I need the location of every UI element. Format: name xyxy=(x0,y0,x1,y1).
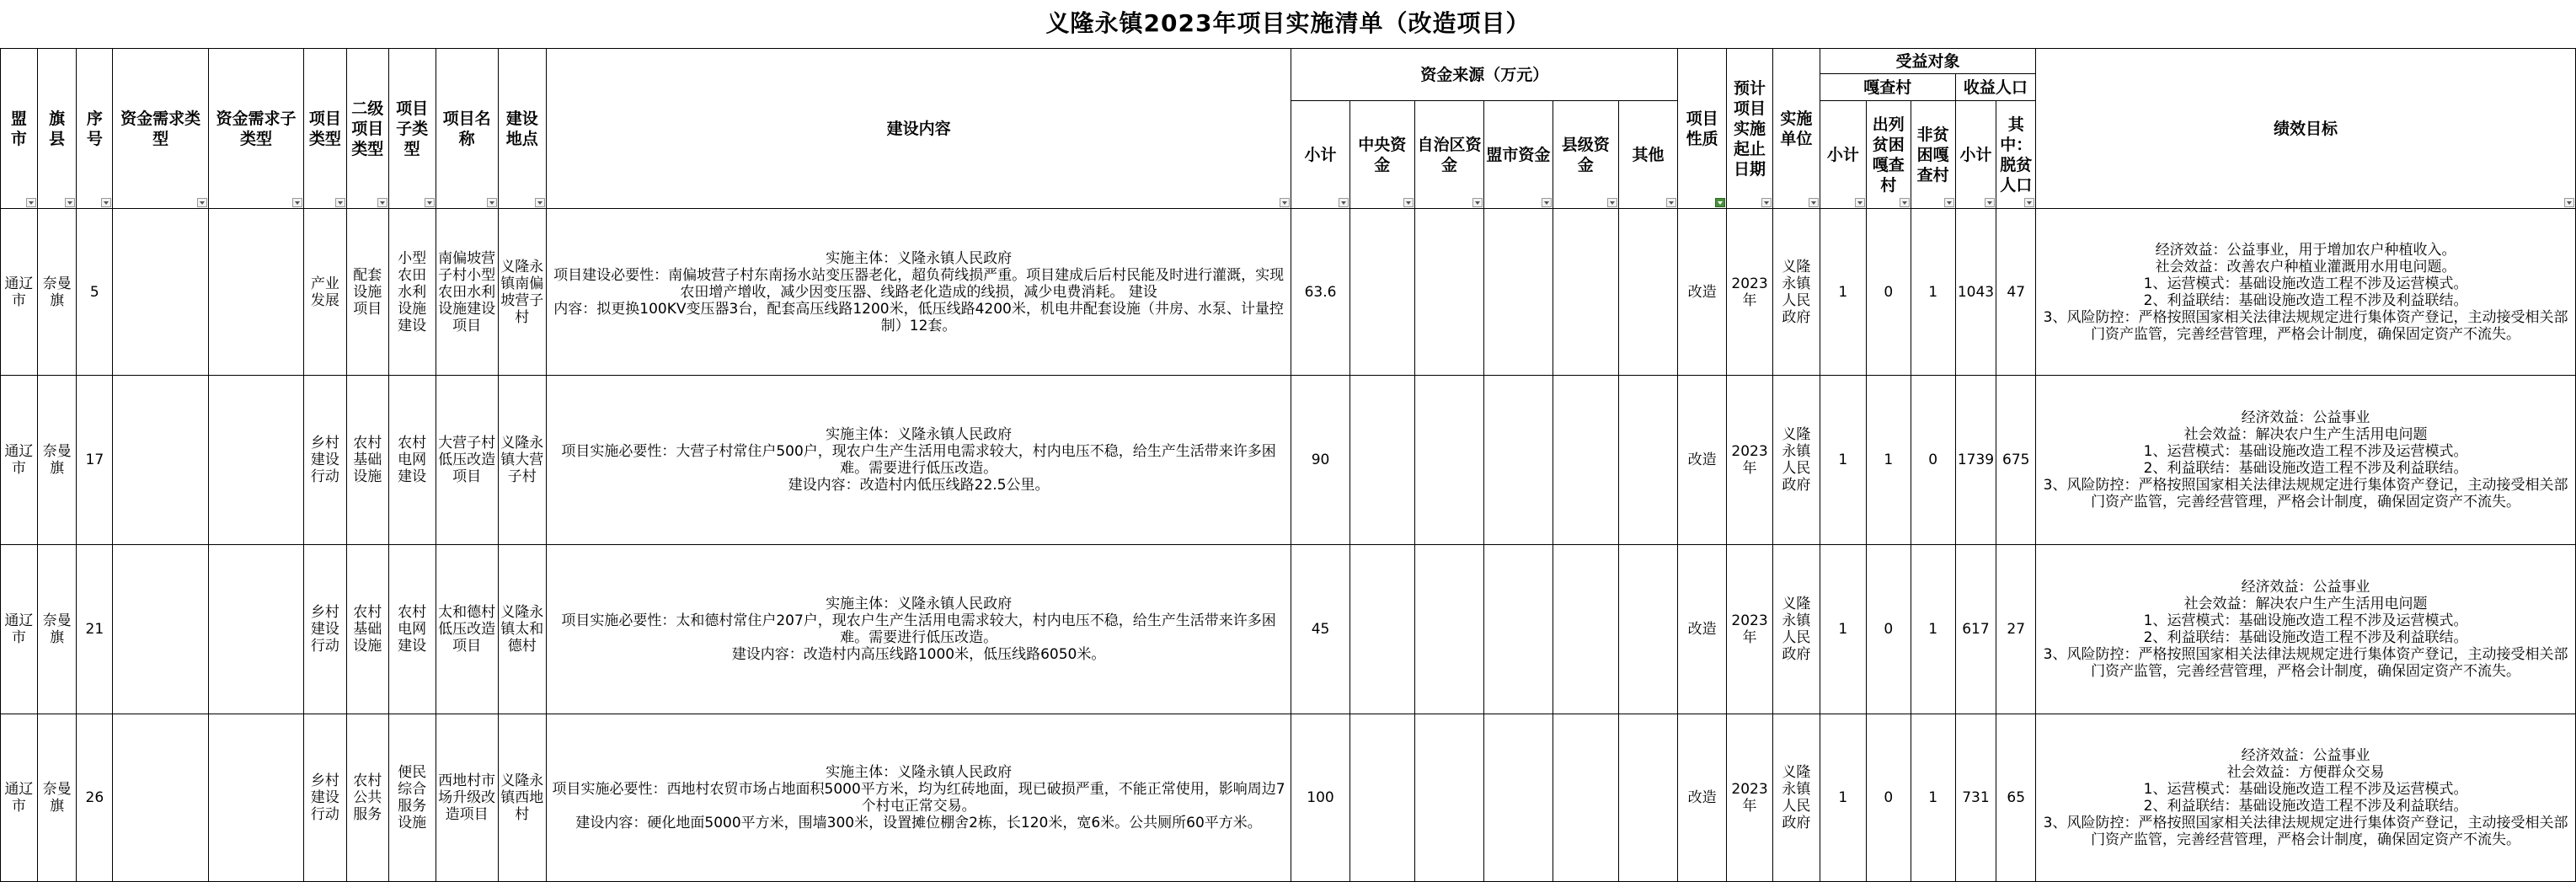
header-county: 县级资金 xyxy=(1553,101,1618,209)
cell-project-name[interactable]: 大营子村低压改造项目 xyxy=(436,376,498,545)
cell-location[interactable]: 义隆永镇西地村 xyxy=(498,714,546,882)
cell-seq[interactable]: 21 xyxy=(77,545,113,714)
cell-fund-subtype[interactable] xyxy=(209,545,304,714)
cell-autonomous[interactable] xyxy=(1414,545,1483,714)
filter-dropdown-icon[interactable] xyxy=(1900,198,1910,207)
header-location: 建设地点 xyxy=(498,49,546,209)
cell-p-subtotal[interactable]: 1043 xyxy=(1955,209,1996,376)
header-unit: 实施单位 xyxy=(1772,49,1820,209)
content-line: 实施主体：义隆永镇人民政府 xyxy=(826,596,1013,612)
content-line: 建设内容：改造村内高压线路1000米，低压线路6050米。 xyxy=(731,646,1106,663)
cell-period[interactable]: 2023年 xyxy=(1727,209,1773,376)
cell-seq[interactable]: 5 xyxy=(77,209,113,376)
filter-dropdown-icon[interactable] xyxy=(1761,198,1772,207)
cell-central[interactable] xyxy=(1349,545,1414,714)
filter-dropdown-icon[interactable] xyxy=(65,198,75,207)
cell-period[interactable]: 2023年 xyxy=(1727,714,1773,882)
filter-dropdown-icon[interactable] xyxy=(335,198,345,207)
header-project-subclass: 项目子类型 xyxy=(388,49,436,209)
cell-v-poor[interactable]: 0 xyxy=(1866,545,1911,714)
cell-unit[interactable]: 义隆永镇人民政府 xyxy=(1772,545,1820,714)
header-seq: 序号 xyxy=(77,49,113,209)
header-v-nonpoor: 非贫困嘎查村 xyxy=(1911,101,1955,209)
cell-banner-county[interactable]: 奈曼旗 xyxy=(37,376,77,545)
header-subtotal: 小计 xyxy=(1291,101,1349,209)
goal-line: 经济效益：公益事业，用于增加农户种植收入。 xyxy=(2155,241,2456,259)
cell-sub-project-type[interactable]: 农村基础设施 xyxy=(346,376,388,545)
cell-p-subtotal[interactable]: 617 xyxy=(1955,545,1996,714)
cell-central[interactable] xyxy=(1349,209,1414,376)
cell-nature[interactable]: 改造 xyxy=(1678,714,1727,882)
cell-fund-type[interactable] xyxy=(113,376,209,545)
filter-dropdown-icon[interactable] xyxy=(487,198,497,207)
cell-seq[interactable]: 17 xyxy=(77,376,113,545)
cell-period[interactable]: 2023年 xyxy=(1727,545,1773,714)
filter-dropdown-icon[interactable] xyxy=(1985,198,1995,207)
cell-sub-project-type[interactable]: 配套设施项目 xyxy=(346,209,388,376)
cell-county[interactable] xyxy=(1553,714,1618,882)
header-population: 收益人口 xyxy=(1955,74,2036,101)
goal-line: 1、运营模式：基础设施改造工程不涉及运营模式。 xyxy=(2143,443,2468,460)
cell-fund-subtype[interactable] xyxy=(209,209,304,376)
cell-goals[interactable] xyxy=(2036,376,2576,545)
cell-other[interactable] xyxy=(1618,209,1677,376)
filter-dropdown-icon[interactable] xyxy=(26,198,36,207)
cell-v-poor[interactable]: 0 xyxy=(1866,714,1911,882)
content-line: 实施主体：义隆永镇人民政府 xyxy=(826,249,1013,267)
cell-content[interactable] xyxy=(546,209,1291,376)
content-line: 实施主体：义隆永镇人民政府 xyxy=(826,764,1013,781)
cell-league-city[interactable]: 通辽市 xyxy=(1,545,38,714)
cell-seq[interactable]: 26 xyxy=(77,714,113,882)
goal-line: 社会效益：改善农户种植业灌溉用水用电问题。 xyxy=(2155,258,2456,275)
cell-league[interactable] xyxy=(1484,714,1553,882)
goal-line: 2、利益联结：基础设施改造工程不涉及利益联结。 xyxy=(2143,460,2468,477)
filter-dropdown-icon[interactable] xyxy=(1855,198,1865,207)
goal-line: 3、风险防控：严格按照国家相关法律法规规定进行集体资产登记，主动接受相关部门资产监管，完善经营管理，严格会计制度，确保固定资产不流失。 xyxy=(2043,308,2568,343)
header-project-name: 项目名称 xyxy=(436,49,498,209)
filter-dropdown-icon[interactable] xyxy=(197,198,207,207)
cell-goals[interactable] xyxy=(2036,209,2576,376)
goal-line: 社会效益：解决农户生产生活用电问题 xyxy=(2183,426,2428,443)
goal-line: 1、运营模式：基础设施改造工程不涉及运营模式。 xyxy=(2143,781,2468,798)
goal-line: 经济效益：公益事业 xyxy=(2241,747,2370,764)
cell-v-poor[interactable]: 0 xyxy=(1866,209,1911,376)
goal-line: 3、风险防控：严格按照国家相关法律法规规定进行集体资产登记，主动接受相关部门资产监管，完善经营管理，严格会计制度，确保固定资产不流失。 xyxy=(2043,815,2568,848)
filter-dropdown-icon[interactable] xyxy=(535,198,545,207)
table-row[interactable] xyxy=(1,209,2576,376)
cell-project-subclass[interactable]: 小型农田水利设施建设 xyxy=(388,209,436,376)
cell-fund-type[interactable] xyxy=(113,209,209,376)
cell-project-type[interactable]: 乡村建设行动 xyxy=(303,376,346,545)
table-row[interactable] xyxy=(1,714,2576,882)
cell-nature[interactable]: 改造 xyxy=(1678,376,1727,545)
header-beneficiary: 受益对象 xyxy=(1820,49,2035,74)
content-line: 项目实施必要性：太和德村常住户207户，现农户生产生活用电需求较大，村内电压不稳，给生产生活带来许多困难。需要进行低压改造。 xyxy=(561,612,1276,646)
header-p-subtotal: 小计 xyxy=(1955,101,1996,209)
goal-line: 社会效益：解决农户生产生活用电问题 xyxy=(2183,596,2428,612)
header-fund-source: 资金来源（万元） xyxy=(1291,49,1678,101)
cell-league-city[interactable]: 通辽市 xyxy=(1,209,38,376)
goal-line: 2、利益联结：基础设施改造工程不涉及利益联结。 xyxy=(2143,798,2468,815)
cell-league[interactable] xyxy=(1484,209,1553,376)
header-period: 预计项目实施起止日期 xyxy=(1727,49,1773,209)
sheet-title: 义隆永镇2023年项目实施清单（改造项目） xyxy=(1045,9,1531,37)
content-line: 建设内容：硬化地面5000平方米，围墙300米，设置摊位棚舍2栋，长120米，宽6米。公共厕所60平方米。 xyxy=(575,815,1262,831)
cell-v-subtotal[interactable]: 1 xyxy=(1820,376,1866,545)
cell-v-nonpoor[interactable]: 1 xyxy=(1911,545,1955,714)
cell-v-nonpoor[interactable]: 1 xyxy=(1911,714,1955,882)
cell-subtotal[interactable]: 100 xyxy=(1291,714,1349,882)
cell-county[interactable] xyxy=(1553,209,1618,376)
goal-line: 3、风险防控：严格按照国家相关法律法规规定进行集体资产登记，主动接受相关部门资产监管，完善经营管理，严格会计制度，确保固定资产不流失。 xyxy=(2043,477,2568,510)
cell-nature[interactable]: 改造 xyxy=(1678,545,1727,714)
filter-dropdown-icon[interactable] xyxy=(2024,198,2034,207)
cell-v-subtotal[interactable]: 1 xyxy=(1820,209,1866,376)
cell-v-poor[interactable]: 1 xyxy=(1866,376,1911,545)
cell-p-poverty[interactable]: 27 xyxy=(1996,545,2036,714)
cell-unit[interactable]: 义隆永镇人民政府 xyxy=(1772,714,1820,882)
cell-project-name[interactable]: 南偏坡营子村小型农田水利设施建设项目 xyxy=(436,209,498,376)
cell-autonomous[interactable] xyxy=(1414,209,1483,376)
filter-dropdown-icon[interactable] xyxy=(1472,198,1483,207)
cell-other[interactable] xyxy=(1618,376,1677,545)
cell-project-name[interactable]: 西地村市场升级改造项目 xyxy=(436,714,498,882)
content-line: 项目建设必要性：南偏坡营子村东南扬水站变压器老化，超负荷线损严重。项目建成后后村民能及时进行灌溉，实现农田增产增收，减少因变压器、线路老化造成的线损，减少电费消耗。 建设 xyxy=(553,266,1285,301)
goal-line: 3、风险防控：严格按照国家相关法律法规规定进行集体资产登记，主动接受相关部门资产监管，完善经营管理，严格会计制度，确保固定资产不流失。 xyxy=(2043,646,2568,680)
table-row[interactable] xyxy=(1,376,2576,545)
header-v-subtotal: 小计 xyxy=(1820,101,1866,209)
header-league-city: 盟市 xyxy=(1,49,38,209)
cell-project-subclass[interactable]: 农村电网建设 xyxy=(388,376,436,545)
filter-dropdown-icon[interactable] xyxy=(1403,198,1414,207)
content-line: 内容：拟更换100KV变压器3台，配套高压线路1200米，低压线路4200米，机电井配套设施（井房、水泵、计量控制）12套。 xyxy=(553,300,1284,334)
cell-v-subtotal[interactable]: 1 xyxy=(1820,545,1866,714)
cell-location[interactable]: 义隆永镇南偏坡营子村 xyxy=(498,209,546,376)
header-sub-project-type: 二级项目类型 xyxy=(346,49,388,209)
header-content: 建设内容 xyxy=(546,49,1291,209)
cell-banner-county[interactable]: 奈曼旗 xyxy=(37,545,77,714)
goal-line: 经济效益：公益事业 xyxy=(2241,579,2370,596)
cell-content[interactable] xyxy=(546,545,1291,714)
cell-banner-county[interactable]: 奈曼旗 xyxy=(37,209,77,376)
cell-p-subtotal[interactable]: 731 xyxy=(1955,714,1996,882)
cell-v-subtotal[interactable]: 1 xyxy=(1820,714,1866,882)
cell-location[interactable]: 义隆永镇太和德村 xyxy=(498,545,546,714)
header-fund-subtype: 资金需求子类型 xyxy=(209,49,304,209)
header-league: 盟市资金 xyxy=(1484,101,1553,209)
filter-dropdown-icon[interactable] xyxy=(1542,198,1552,207)
cell-fund-type[interactable] xyxy=(113,714,209,882)
header-fund-type: 资金需求类型 xyxy=(113,49,209,209)
header-village: 嘎查村 xyxy=(1820,74,1955,101)
cell-p-poverty[interactable]: 675 xyxy=(1996,376,2036,545)
cell-central[interactable] xyxy=(1349,376,1414,545)
cell-league[interactable] xyxy=(1484,376,1553,545)
header-autonomous: 自治区资金 xyxy=(1414,101,1483,209)
cell-sub-project-type[interactable]: 农村公共服务 xyxy=(346,714,388,882)
cell-central[interactable] xyxy=(1349,714,1414,882)
cell-v-nonpoor[interactable]: 0 xyxy=(1911,376,1955,545)
cell-project-type[interactable]: 产业发展 xyxy=(303,209,346,376)
cell-project-subclass[interactable]: 农村电网建设 xyxy=(388,545,436,714)
filter-dropdown-icon[interactable] xyxy=(1809,198,1819,207)
cell-league-city[interactable]: 通辽市 xyxy=(1,376,38,545)
header-other: 其他 xyxy=(1618,101,1677,209)
filter-dropdown-icon[interactable] xyxy=(1666,198,1676,207)
table-row[interactable] xyxy=(1,545,2576,714)
filter-dropdown-icon[interactable] xyxy=(1607,198,1617,207)
cell-autonomous[interactable] xyxy=(1414,376,1483,545)
header-nature: 项目性质 xyxy=(1678,49,1727,209)
filter-dropdown-icon[interactable] xyxy=(101,198,111,207)
cell-v-nonpoor[interactable]: 1 xyxy=(1911,209,1955,376)
cell-league-city[interactable]: 通辽市 xyxy=(1,714,38,882)
cell-other[interactable] xyxy=(1618,545,1677,714)
cell-unit[interactable]: 义隆永镇人民政府 xyxy=(1772,209,1820,376)
cell-nature[interactable]: 改造 xyxy=(1678,209,1727,376)
goal-line: 1、运营模式：基础设施改造工程不涉及运营模式。 xyxy=(2143,275,2468,292)
goal-line: 1、运营模式：基础设施改造工程不涉及运营模式。 xyxy=(2143,612,2468,629)
cell-project-type[interactable]: 乡村建设行动 xyxy=(303,545,346,714)
cell-p-subtotal[interactable]: 1739 xyxy=(1955,376,1996,545)
cell-sub-project-type[interactable]: 农村基础设施 xyxy=(346,545,388,714)
cell-county[interactable] xyxy=(1553,545,1618,714)
filter-dropdown-icon[interactable] xyxy=(377,198,387,207)
cell-project-type[interactable]: 乡村建设行动 xyxy=(303,714,346,882)
header-p-poverty: 其中：脱贫人口 xyxy=(1996,101,2036,209)
header-central: 中央资金 xyxy=(1349,101,1414,209)
filter-dropdown-icon[interactable] xyxy=(2564,198,2574,207)
header-project-type: 项目类型 xyxy=(303,49,346,209)
cell-subtotal[interactable]: 63.6 xyxy=(1291,209,1349,376)
filter-dropdown-icon[interactable] xyxy=(292,198,302,207)
cell-content[interactable] xyxy=(546,376,1291,545)
cell-p-poverty[interactable]: 65 xyxy=(1996,714,2036,882)
cell-goals[interactable] xyxy=(2036,714,2576,882)
filter-dropdown-icon[interactable] xyxy=(425,198,435,207)
cell-period[interactable]: 2023年 xyxy=(1727,376,1773,545)
cell-subtotal[interactable]: 90 xyxy=(1291,376,1349,545)
filter-dropdown-icon[interactable] xyxy=(1280,198,1290,207)
content-line: 建设内容：改造村内低压线路22.5公里。 xyxy=(788,477,1050,494)
cell-league[interactable] xyxy=(1484,545,1553,714)
goal-line: 2、利益联结：基础设施改造工程不涉及利益联结。 xyxy=(2143,291,2468,309)
header-banner-county: 旗县 xyxy=(37,49,77,209)
cell-unit[interactable]: 义隆永镇人民政府 xyxy=(1772,376,1820,545)
goal-line: 经济效益：公益事业 xyxy=(2241,409,2370,426)
header-goals: 绩效目标 xyxy=(2036,49,2576,209)
cell-p-poverty[interactable]: 47 xyxy=(1996,209,2036,376)
table-body xyxy=(1,209,2576,882)
cell-fund-subtype[interactable] xyxy=(209,376,304,545)
cell-project-subclass[interactable]: 便民综合服务设施 xyxy=(388,714,436,882)
goal-line: 社会效益：方便群众交易 xyxy=(2226,764,2385,781)
content-line: 项目实施必要性：大营子村常住户500户，现农户生产生活用电需求较大，村内电压不稳，给生产生活带来许多困难。需要进行低压改造。 xyxy=(561,443,1276,477)
filter-dropdown-icon[interactable] xyxy=(1339,198,1349,207)
cell-location[interactable]: 义隆永镇大营子村 xyxy=(498,376,546,545)
filter-active-icon[interactable] xyxy=(1715,198,1725,207)
content-line: 项目实施必要性：西地村农贸市场占地面积5000平方米，均为红砖地面，现已破损严重，不能正常使用，影响周边7个村屯正常交易。 xyxy=(552,781,1285,815)
cell-project-name[interactable]: 太和德村低压改造项目 xyxy=(436,545,498,714)
cell-county[interactable] xyxy=(1553,376,1618,545)
cell-fund-type[interactable] xyxy=(113,545,209,714)
cell-goals[interactable] xyxy=(2036,545,2576,714)
cell-fund-subtype[interactable] xyxy=(209,714,304,882)
filter-dropdown-icon[interactable] xyxy=(1944,198,1954,207)
cell-other[interactable] xyxy=(1618,714,1677,882)
cell-subtotal[interactable]: 45 xyxy=(1291,545,1349,714)
goal-line: 2、利益联结：基础设施改造工程不涉及利益联结。 xyxy=(2143,629,2468,646)
cell-content[interactable] xyxy=(546,714,1291,882)
cell-banner-county[interactable]: 奈曼旗 xyxy=(37,714,77,882)
cell-autonomous[interactable] xyxy=(1414,714,1483,882)
content-line: 实施主体：义隆永镇人民政府 xyxy=(826,426,1013,443)
project-table xyxy=(0,48,2576,882)
header-v-poor: 出列贫困嘎查村 xyxy=(1866,101,1911,209)
